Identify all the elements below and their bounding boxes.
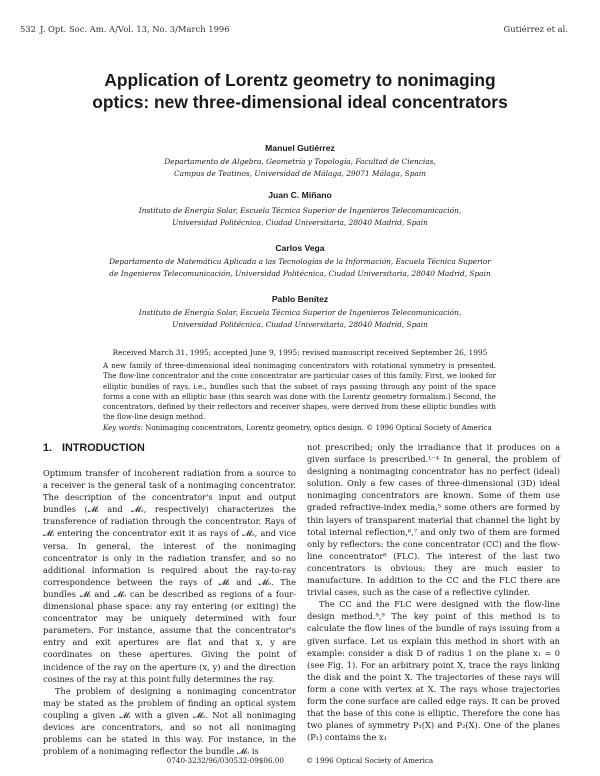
page-number: 532 — [20, 24, 36, 34]
body-paragraph: The problem of designing a nonimaging concentrator may be stated as the problem of finding an optical system coupling a given 𝓜ᵢ with a given 𝓜ₒ. Not all nonimaging devices are concentrators, and so not all nonimaging problems can be stated in this way. For instance, in the problem of a nonimaging reflector the bundle 𝓜ₒ is — [43, 685, 296, 757]
keywords-text: Nonimaging concentrators, Lorentz geometry, optics design. — [145, 422, 364, 432]
affiliation-line: Campus de Teatinos, Universidad de Málaga, 29071 Málaga, Spain — [174, 169, 426, 178]
running-author: Gutiérrez et al. — [503, 24, 568, 34]
affiliation-line: Departamento de Algebra, Geometría y Topología, Facultad de Ciencias, — [164, 157, 436, 166]
author-affiliation — [0, 256, 600, 280]
author-affiliation — [0, 156, 600, 180]
author-name: Juan C. Miñano — [268, 190, 332, 200]
affiliation-line: Instituto de Energía Solar, Escuela Técnica Superior de Ingenieros Telecomunicación, — [138, 308, 462, 317]
page-footer — [0, 756, 600, 765]
author-name: Manuel Gutiérrez — [265, 143, 335, 153]
title-line-1: Application of Lorentz geometry to nonimaging — [104, 70, 496, 90]
abstract-copyright: © 1996 Optical Society of America — [366, 422, 492, 432]
section-title: INTRODUCTION — [62, 442, 145, 454]
keywords — [103, 423, 496, 433]
affiliation-line: de Ingenieros Telecomunicación, Universidad Politécnica, Ciudad Universitaria, 28040 Madrid, Spain — [109, 269, 491, 278]
affiliation-line: Universidad Politécnica, Ciudad Universitaria, 28040 Madrid, Spain — [172, 320, 428, 329]
body-paragraph: The CC and the FLC were designed with the flow-line design method.⁸,⁹ The key point of this method is to calculate the flow lines of the bundle of rays issuing from a given surface. Let us explain this method in short with an example: consider a disk D of radius 1 on the plane x₁ = 0 (see Fig. 1). For an arbitrary point X, trace the rays linking the disk and the point X. The trajectories of these rays will form a cone with vertex at X. The rays whose trajectories form the cone surface are called edge rays. It can be proved that the base of this cone is elliptic. Therefore the cone has two planes of symmetry P₁(X) and P₂(X). One of the planes (P₁) contains the x₁ — [307, 599, 560, 743]
author-name: Pablo Benítez — [271, 294, 329, 304]
author-name: Carlos Vega — [275, 243, 325, 253]
journal-citation: J. Opt. Soc. Am. A/Vol. 13, No. 3/March 1996 — [40, 24, 230, 34]
body-paragraph: Optimum transfer of incoherent radiation from a source to a receiver is the general task of a nonimaging concentrator. The description of the concentrator's input and output bundles (𝓜ᵢ and 𝓜ₒ, respectively) characterizes the transference of radiation through the concentrator. Rays of 𝓜ᵢ entering the concentrator exit it as rays of 𝓜ₒ, and vice versa. In general, the interest of the nonimaging concentrator is only in the radiation transfer, and so no additional information is required about the ray-to-ray correspondence between the rays of 𝓜ᵢ and 𝓜ₒ. The bundles 𝓜ᵢ and 𝓜ₒ can be described as regions of a four-dimensional phase space: any ray entering (or exiting) the concentrator may be uniquely determined with four parameters. For instance, assume that the concentrator's entry and exit apertures are flat and that x, y are coordinates on these apertures. Giving the point of incidence of the ray on the aperture (x, y) and the direction cosines of the ray at this point fully determines the ray. — [43, 468, 296, 684]
footer-copyright: © 1996 Optical Society of America — [305, 756, 434, 765]
affiliation-line: Instituto de Energía Solar, Escuela Técnica Superior de Ingenieros Telecomunicación, — [138, 206, 462, 215]
paper-title — [0, 69, 600, 113]
affiliation-line: Departamento de Matemática Aplicada a las Tecnologías de la Información, Escuela Técnica Superior — [109, 257, 491, 266]
abstract-text: A new family of three-dimensional ideal nonimaging concentrators with rotational symmetry is presented. The flow-line concentrator and the cone concentrator are particular cases of this family. First, we looked for elliptic bundles of rays, i.e., bundles such that the subset of rays passing through any point of the space forms a cone with an elliptic base (this search was done with the Lorentz geometry formalism.) Second, the concentrators, defined by their reflectors and receiver shapes, were derived from these elliptic bundles with the flow-line design method. — [103, 361, 496, 422]
section-heading — [43, 441, 296, 455]
article-code: 0740-3232/96/030532-09$06.00 — [166, 756, 284, 765]
section-number: 1. — [43, 442, 53, 454]
author-affiliation — [0, 307, 600, 331]
received-dates: Received March 31, 1995; accepted June 9, 1995; revised manuscript received September 26, 1995 — [112, 348, 488, 357]
title-line-2: optics: new three-dimensional ideal concentrators — [92, 92, 508, 112]
body-paragraph: not prescribed; only the irradiance that it produces on a given surface is prescribed.¹⁻⁴ In general, the problem of designing a nonimaging concentrator has no perfect (ideal) solution. Only a few cases of three-dimensional (3D) ideal nonimaging concentrators are known. Some of them use graded refractive-index media,⁵ some others are formed by thin layers of transparent material that channel the light by total internal reflection,⁶,⁷ and only two of them are formed only by reflectors: the cone concentrator (CC) and the flow-line concentrator⁸ (FLC). The interest of the last two concentrators is obvious: they are much easier to manufacture. In addition to the CC and the FLC there are trivial cases, such as the case of a reflective cylinder. — [307, 442, 560, 598]
left-column — [43, 441, 296, 757]
abstract — [103, 361, 496, 433]
affiliation-line: Universidad Politécnica, Ciudad Universitaria, 28040 Madrid, Spain — [172, 218, 428, 227]
right-column — [307, 441, 560, 743]
author-affiliation — [0, 205, 600, 229]
keywords-label: Key words: — [103, 422, 143, 432]
